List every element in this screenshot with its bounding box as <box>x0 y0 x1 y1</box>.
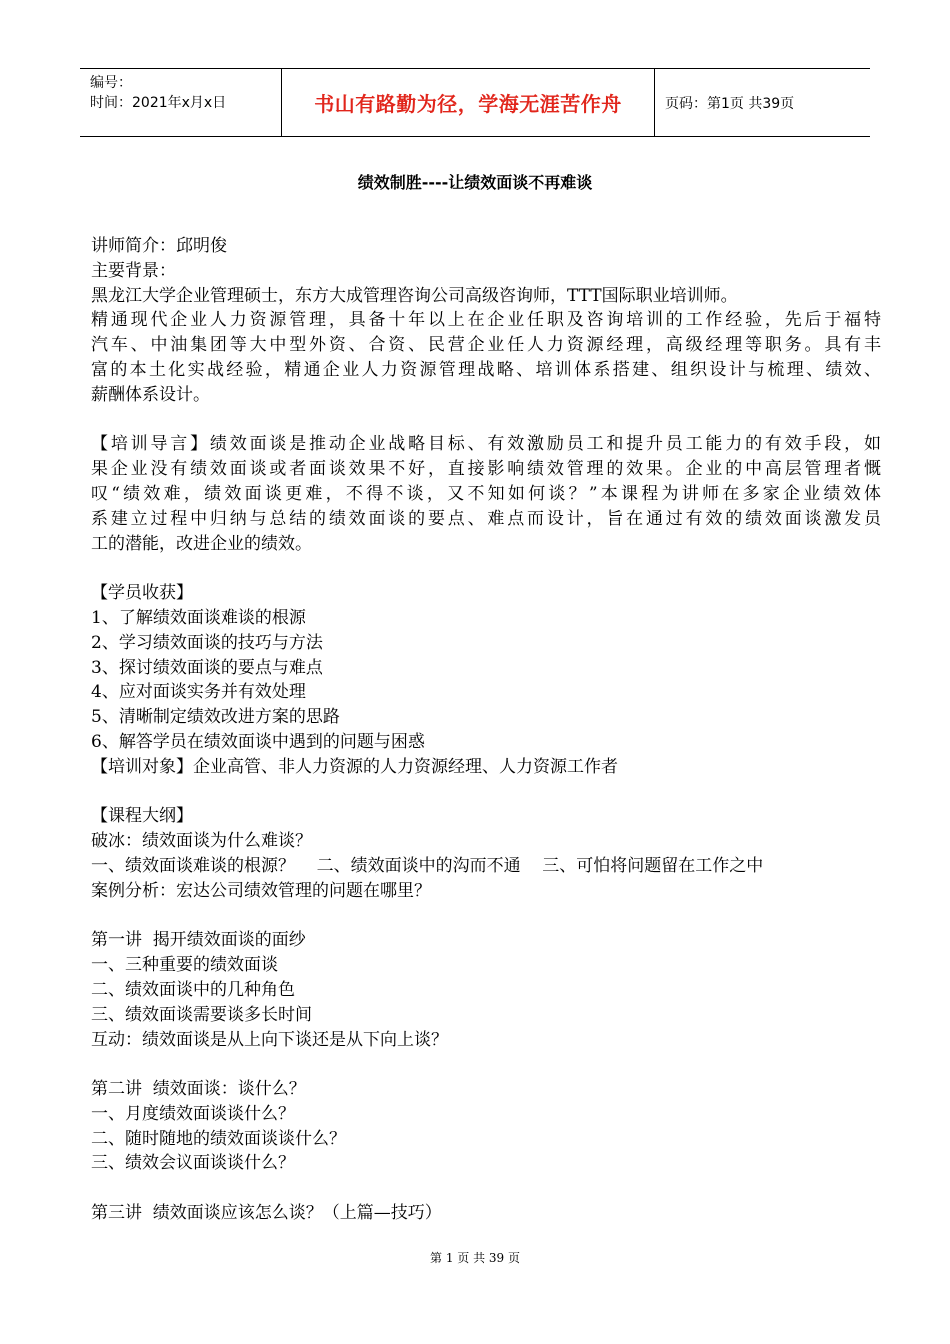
lecture-heading: 第二讲 绩效面谈：谈什么？ <box>91 1079 306 1100</box>
outline-line: 破冰：绩效面谈为什么难谈？ <box>91 831 312 852</box>
document-body <box>91 234 881 1226</box>
lecture-heading: 第三讲 绩效面谈应该怎么谈？（上篇—技巧） <box>91 1203 442 1224</box>
document-title: 绩效制胜----让绩效面谈不再难谈 <box>357 173 593 192</box>
background-line: 富的本土化实战经验，精通企业人力资源管理战略、培训体系搭建、组织设计与梳理、绩效、 <box>91 359 881 380</box>
background-heading: 主要背景： <box>91 260 176 281</box>
intro-paragraph-line: 【培训导言】绩效面谈是推动企业战略目标、有效激励员工和提升员工能力的有效手段，如 <box>91 434 881 455</box>
intro-paragraph-line: 系建立过程中归纳与总结的绩效面谈的要点、难点而设计，旨在通过有效的绩效面谈激发员 <box>91 508 881 529</box>
outline-line: 互动：绩效面谈是从上向下谈还是从下向上谈？ <box>91 1029 448 1050</box>
blank-line <box>91 904 881 929</box>
outline-line: 二、随时随地的绩效面谈谈什么？ <box>91 1128 346 1149</box>
section-heading: 【学员收获】 <box>91 583 193 604</box>
list-item: 2、学习绩效面谈的技巧与方法 <box>91 632 323 653</box>
audience-line: 【培训对象】企业高管、非人力资源的人力资源经理、人力资源工作者 <box>91 756 618 777</box>
list-item: 4、应对面谈实务并有效处理 <box>91 682 306 703</box>
list-item: 6、解答学员在绩效面谈中遇到的问题与困惑 <box>91 731 425 752</box>
outline-line: 一、月度绩效面谈谈什么？ <box>91 1103 295 1124</box>
header-page-info: 页码：第1页 共39页 <box>665 95 795 112</box>
intro-paragraph-line: 工的潜能，改进企业的绩效。 <box>91 533 312 554</box>
lecture-heading: 第一讲 揭开绩效面谈的面纱 <box>91 930 306 951</box>
page-footer: 第 1 页 共 39 页 <box>430 1251 520 1265</box>
list-item: 1、了解绩效面谈难谈的根源 <box>91 607 306 628</box>
outline-line: 三、绩效会议面谈谈什么？ <box>91 1153 295 1174</box>
document-number-label: 编号： <box>90 75 132 91</box>
outline-line: 一、三种重要的绩效面谈 <box>91 955 278 976</box>
page-header <box>80 68 870 137</box>
outline-line: 二、绩效面谈中的几种角色 <box>91 979 295 1000</box>
blank-line <box>91 780 881 805</box>
background-line: 汽车、中油集团等大中型外资、合资、民营企业任人力资源经理，高级经理等职务。具有丰 <box>91 335 881 356</box>
outline-line: 案例分析：宏达公司绩效管理的问题在哪里？ <box>91 880 431 901</box>
header-meta <box>80 69 281 136</box>
blank-line <box>91 408 881 433</box>
outline-line: 一、绩效面谈难谈的根源？ 二、绩效面谈中的沟而不通 三、可怕将问题留在工作之中 <box>91 855 764 876</box>
intro-paragraph-line: 叹“绩效难，绩效面谈更难，不得不谈，又不知如何谈？”本课程为讲师在多家企业绩效体 <box>91 483 881 504</box>
blank-line <box>91 1176 881 1201</box>
background-line: 精通现代企业人力资源管理，具备十年以上在企业任职及咨询培训的工作经验，先后于福特 <box>91 310 881 331</box>
document-date: 时间：2021年x月x日 <box>90 95 227 111</box>
list-item: 3、探讨绩效面谈的要点与难点 <box>91 657 323 678</box>
outline-line: 三、绩效面谈需要谈多长时间 <box>91 1004 312 1025</box>
intro-paragraph-line: 果企业没有绩效面谈或者面谈效果不好，直接影响绩效管理的效果。企业的中高层管理者慨 <box>91 459 881 480</box>
blank-line <box>91 556 881 581</box>
header-motto: 书山有路勤为径，学海无涯苦作舟 <box>281 69 655 136</box>
background-line: 薪酬体系设计。 <box>91 384 210 405</box>
list-item: 5、清晰制定绩效改进方案的思路 <box>91 707 340 728</box>
blank-line <box>91 1052 881 1077</box>
section-heading: 【课程大纲】 <box>91 806 193 827</box>
instructor-intro: 讲师简介：邱明俊 <box>91 236 227 256</box>
background-line: 黑龙江大学企业管理硕士，东方大成管理咨询公司高级咨询师，TTT国际职业培训师。 <box>91 285 738 306</box>
